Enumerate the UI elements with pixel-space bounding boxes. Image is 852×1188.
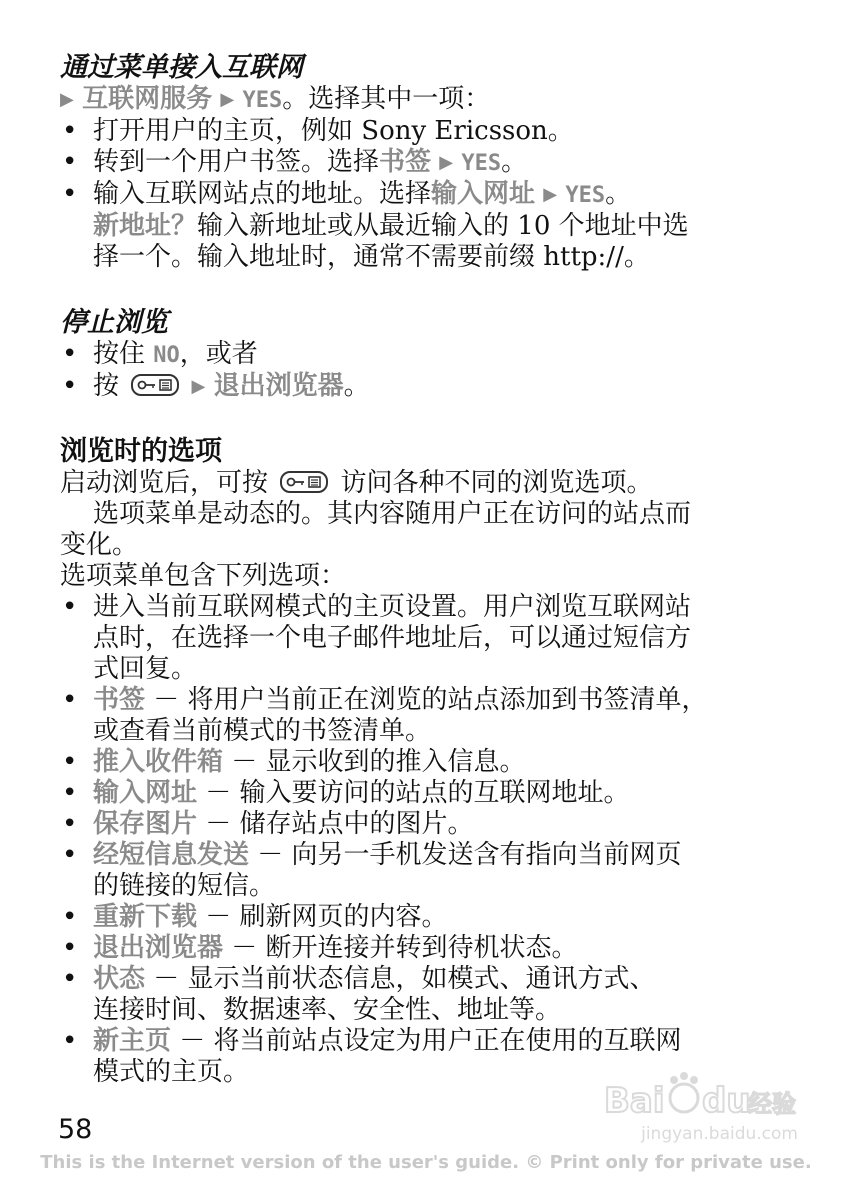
option-key: 状态 [93,964,146,994]
item-text: 转到一个用户书签。选择 [93,147,380,177]
baidu-logo-icon [598,1068,798,1124]
menu-path-text: 。选择其中一项： [282,84,491,114]
item-text: － 将当前站点设定为用户正在使用的互联网 [171,1026,682,1056]
item-line [93,778,790,809]
item-line [93,747,790,778]
item-text: ，或者 [179,339,258,369]
item-text: － 储存站点中的图片。 [197,809,474,839]
bullet-icon: • [62,371,78,401]
item-text: 点时，在选择一个电子邮件地址后，可以通过短信方 [93,623,692,653]
bullet-icon: • [62,747,78,777]
arrow-right-icon: ▶ [60,89,74,110]
item-text: 式回复。 [93,654,198,684]
intro-text: 启动浏览后，可按 [60,468,269,498]
item-line: 择一个。输入地址时，通常不需要前缀 http://。 [93,242,650,272]
key-no: NO [153,343,180,368]
watermark-url: jingyan.baidu.com [641,1124,798,1144]
menu-key-bookmarks: 书签 [379,147,432,177]
key-yes: YES [461,151,502,176]
item-text: － 输入要访问的站点的互联网地址。 [197,778,630,808]
options-key-icon [280,471,328,493]
menu-path [60,84,790,116]
item-text: － 显示当前状态信息，如模式、通讯方式、 [145,964,656,994]
svg-text:du: du [702,1081,751,1121]
paragraph-line: 变化。 [60,530,139,560]
bullet-icon: • [62,685,78,715]
paragraph-line: 选项菜单是动态的。其内容随用户正在访问的站点而 [93,499,692,529]
bullet-icon: • [62,1026,78,1056]
option-key: 经短信息发送 [93,840,250,870]
list-item [60,592,790,685]
option-key: 书签 [93,685,146,715]
list-item [60,964,790,1026]
item-text: 或查看当前模式的书签清单。 [93,716,432,746]
menu-key-enter-url: 输入网址 [431,179,536,209]
item-line [93,592,790,623]
arrow-right-icon: ▶ [543,184,558,205]
options-key-icon [131,374,179,396]
item-line [93,871,790,902]
menu-key-new-address: 新地址？ [93,211,198,241]
list-item [60,809,790,840]
arrow-right-icon: ▶ [220,89,235,110]
item-text: 。 [343,371,370,401]
option-key: 推入收件箱 [93,747,224,777]
section-title-browsing-options: 浏览时的选项 [60,436,222,467]
option-key: 输入网址 [93,778,198,808]
key-yes: YES [565,183,606,208]
bullet-icon: • [62,179,78,209]
bullet-icon: • [62,933,78,963]
item-text: 的链接的短信。 [93,871,276,901]
item-text: 模式的主页。 [93,1057,250,1087]
item-line [93,809,790,840]
item-text: 输入互联网站点的地址。选择 [93,179,432,209]
option-key: 退出浏览器 [93,933,224,963]
bullet-icon: • [62,147,78,177]
page-number: 58 [58,1114,93,1145]
item-line [93,685,790,716]
item-line [93,179,790,211]
item-text: 。 [605,179,632,209]
baidu-watermark [598,1068,798,1154]
list-item [60,339,790,371]
bullet-icon: • [62,778,78,808]
section-title-stop-browsing: 停止浏览 [60,307,168,338]
list-item [60,933,790,964]
manual-page [60,52,790,1088]
item-text: 连接时间、数据速率、安全性、地址等。 [93,995,562,1025]
bullet-icon: • [62,840,78,870]
item-line [93,995,790,1026]
item-text: － 向另一手机发送含有指向当前网页 [249,840,682,870]
item-line [93,654,790,685]
option-key: 新主页 [93,1026,172,1056]
item-line [93,211,790,242]
menu-key-exit-browser: 退出浏览器 [213,371,344,401]
item-text: 。 [501,147,528,177]
item-text: － 显示收到的推入信息。 [223,747,526,777]
item-line [93,716,790,747]
list-item [60,778,790,809]
arrow-right-icon: ▶ [439,152,454,173]
intro-text: 访问各种不同的浏览选项。 [340,468,653,498]
section1-list [60,116,790,273]
list-item [60,840,790,902]
item-line [93,1026,790,1057]
item-text: 打开用户的主页，例如 Sony Ericsson。 [93,116,574,146]
item-line [93,902,790,933]
options-intro [60,468,790,499]
options-list [60,592,790,1088]
item-line [93,933,790,964]
item-text: 进入当前互联网模式的主页设置。用户浏览互联网站 [93,592,692,622]
key-yes: YES [242,88,283,113]
list-item [60,685,790,747]
bullet-icon: • [62,592,78,622]
menu-key-internet-services: 互联网服务 [82,84,213,114]
list-item [60,179,790,273]
bullet-icon: • [62,339,78,369]
footer-notice: This is the Internet version of the user's guide. © Print only for private use. [40,1152,812,1173]
bullet-icon: • [62,902,78,932]
list-intro: 选项菜单包含下列选项： [60,561,347,591]
list-item [60,371,790,402]
list-item [60,116,790,147]
bullet-icon: • [62,116,78,146]
list-item [60,147,790,179]
section2-list [60,339,790,402]
bullet-icon: • [62,964,78,994]
option-key: 重新下载 [93,902,198,932]
section-title-menu-internet: 通过菜单接入互联网 [60,52,303,83]
item-text: － 断开连接并转到待机状态。 [223,933,578,963]
arrow-right-icon: ▶ [191,376,206,397]
item-line [93,623,790,654]
item-text: 按住 [93,339,146,369]
bullet-icon: • [62,809,78,839]
svg-text:经验: 经验 [748,1090,796,1118]
item-text: 按 [93,371,120,401]
list-item [60,902,790,933]
svg-text:Bai: Bai [604,1081,665,1121]
option-key: 保存图片 [93,809,198,839]
item-text: － 将用户当前正在浏览的站点添加到书签清单， [145,685,708,715]
item-line [93,840,790,871]
item-line [93,964,790,995]
item-text: 输入新地址或从最近输入的 10 个地址中选 [197,211,689,241]
list-item [60,747,790,778]
item-text: － 刷新网页的内容。 [197,902,448,932]
